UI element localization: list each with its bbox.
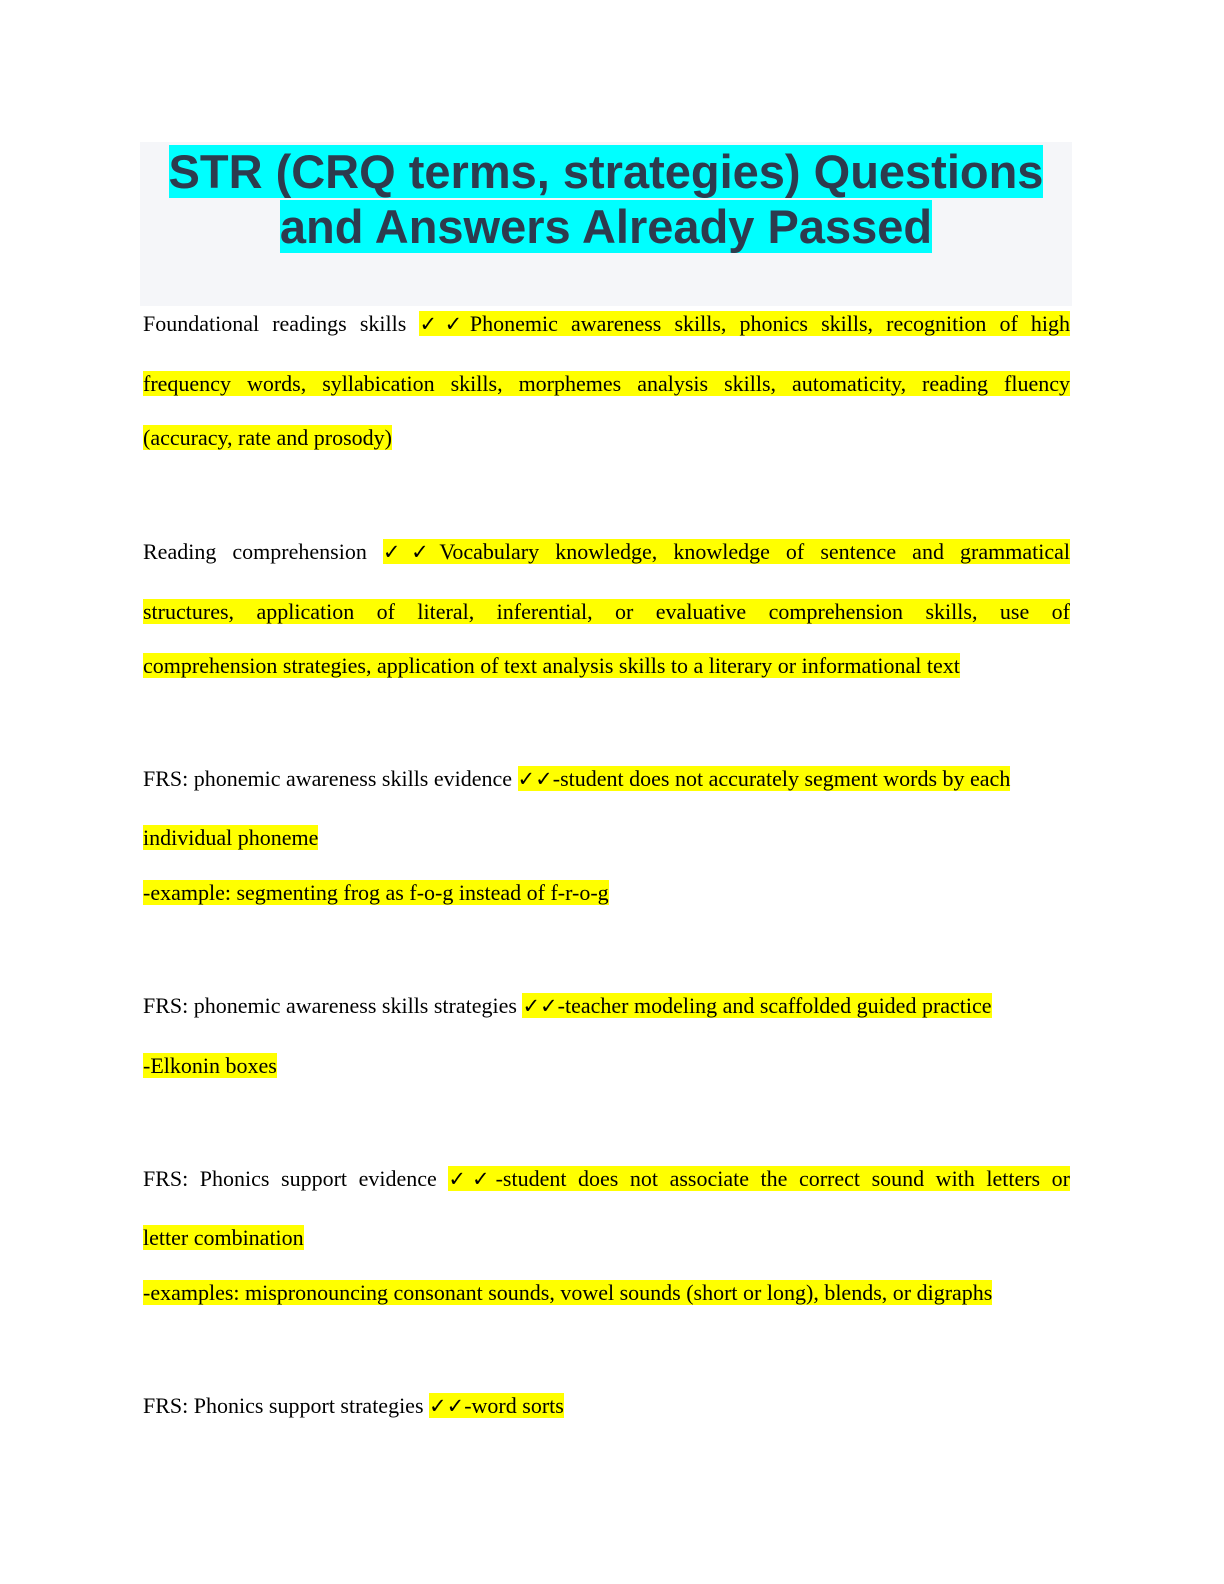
answer-highlight: ✓✓-teacher modeling and scaffolded guided practice — [522, 993, 992, 1018]
term-text: FRS: Phonics support strategies — [143, 1393, 430, 1418]
term-text: FRS: phonemic awareness skills evidence — [143, 766, 518, 791]
entry-line — [143, 1279, 1070, 1307]
entry-line — [143, 310, 1070, 338]
answer-text: structures, application of literal, inferential, or evaluative comprehension skills, use of — [143, 599, 1070, 624]
answer-highlight: ✓✓-word sorts — [429, 1393, 564, 1418]
entry-line — [143, 424, 1070, 452]
entry-line — [143, 652, 1070, 680]
entry-line — [143, 1165, 1070, 1193]
entry-line — [143, 370, 1070, 398]
entry-line — [143, 824, 1070, 852]
answer-text: letter combination — [143, 1225, 304, 1250]
entry-line — [143, 1392, 1070, 1420]
answer-text: (accuracy, rate and prosody) — [143, 425, 392, 450]
answer-highlight: ✓✓Vocabulary knowledge, knowledge of sentence and grammatical — [382, 539, 1070, 564]
term-text: FRS: phonemic awareness skills strategies — [143, 993, 523, 1018]
entry-line — [143, 1224, 1070, 1252]
term-text: Foundational readings skills — [143, 311, 420, 336]
entry-line — [143, 598, 1070, 626]
answer-text: -examples: mispronouncing consonant sounds, vowel sounds (short or long), blends, or digraphs — [143, 1280, 993, 1305]
answer-highlight: ✓✓-student does not associate the correct sound with letters or — [448, 1166, 1070, 1191]
term-text: FRS: Phonics support evidence — [143, 1166, 449, 1191]
term-text: Reading comprehension — [143, 539, 383, 564]
entry-line — [143, 765, 1070, 793]
double-check-icon: ✓✓ — [382, 540, 440, 564]
entry-line — [143, 992, 1070, 1020]
double-check-icon: ✓✓ — [448, 1167, 496, 1191]
document-title: STR (CRQ terms, strategies) Questions and Answers Already Passed — [168, 145, 1044, 253]
answer-text: individual phoneme — [143, 825, 319, 850]
title-banner — [140, 142, 1072, 306]
answer-text: frequency words, syllabication skills, morphemes analysis skills, automaticity, reading fluency — [143, 371, 1070, 396]
double-check-icon: ✓✓ — [419, 312, 470, 336]
answer-text: -example: segmenting frog as f-o-g instead of f-r-o-g — [143, 880, 609, 905]
answer-highlight: ✓✓-student does not accurately segment words by each — [517, 766, 1011, 791]
entry-line — [143, 1052, 1070, 1080]
entry-line — [143, 879, 1070, 907]
answer-text: -Elkonin boxes — [143, 1053, 277, 1078]
double-check-icon: ✓✓ — [517, 767, 553, 791]
answer-highlight: ✓✓Phonemic awareness skills, phonics skills, recognition of high — [419, 311, 1071, 336]
double-check-icon: ✓✓ — [429, 1394, 465, 1418]
answer-text: comprehension strategies, application of text analysis skills to a literary or informational text — [143, 653, 960, 678]
double-check-icon: ✓✓ — [522, 994, 558, 1018]
entry-line — [143, 538, 1070, 566]
